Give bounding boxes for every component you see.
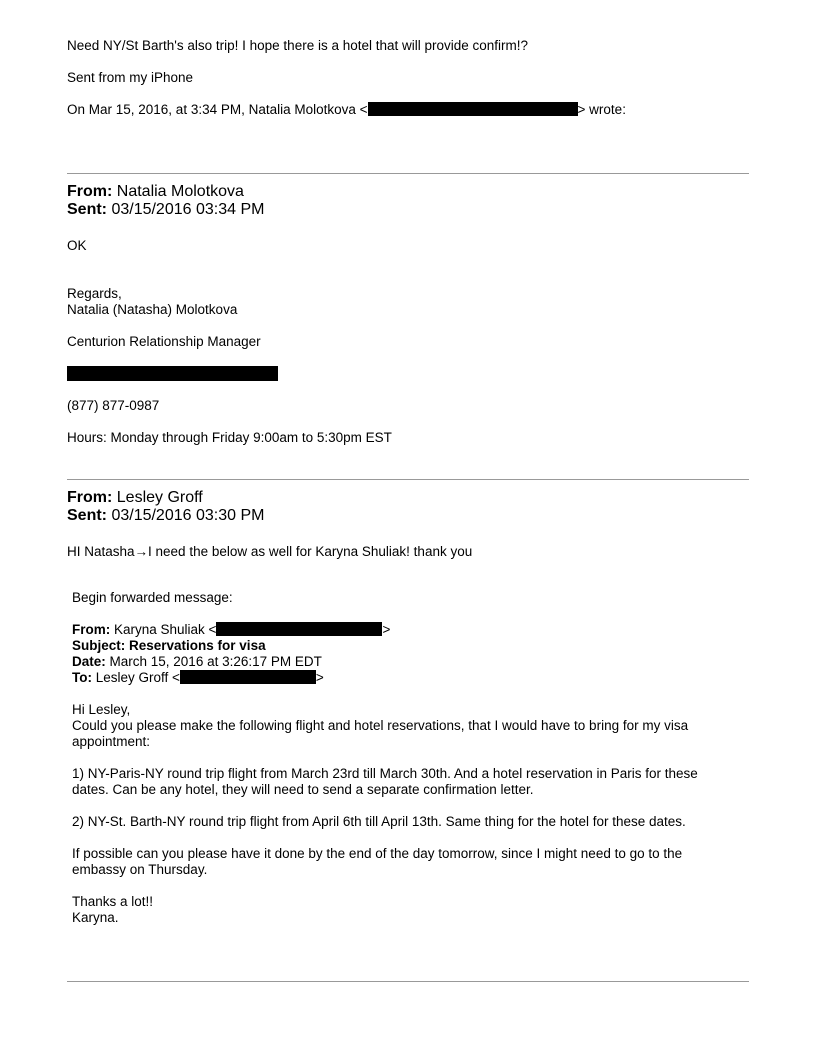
sent-label: Sent: xyxy=(67,201,107,218)
signature-phone: (877) 877-0987 xyxy=(67,398,160,413)
sent-label: Sent: xyxy=(67,507,107,524)
fwd-thanks: Thanks a lot!! xyxy=(72,894,154,909)
fwd-date-value: March 15, 2016 at 3:26:17 PM EDT xyxy=(105,654,322,669)
reply-line: Need NY/St Barth's also trip! I hope there is a hotel that will provide confirm!? xyxy=(67,38,529,53)
redaction-bar xyxy=(180,670,316,684)
divider xyxy=(67,981,749,982)
attribution-text: On Mar 15, 2016, at 3:34 PM, Natalia Molotkova < xyxy=(67,102,368,117)
sent-header xyxy=(67,201,264,219)
redaction-bar xyxy=(216,622,382,636)
redaction-bar xyxy=(368,102,578,116)
fwd-to-value: Lesley Groff < xyxy=(92,670,180,685)
sent-value: 03/15/2016 03:34 PM xyxy=(107,201,265,218)
sent-header xyxy=(67,507,264,525)
from-label: From: xyxy=(67,183,113,200)
fwd-paragraph: 1) NY-Paris-NY round trip flight from March 23rd till March 30th. And a hotel reservation in Paris for these dates. Can be any hotel, they will need to send a separate confirmation letter. xyxy=(72,766,698,797)
from-value: Lesley Groff xyxy=(112,489,203,506)
redaction-bar xyxy=(67,366,278,381)
signature-name: Natalia (Natasha) Molotkova xyxy=(67,302,238,317)
fwd-from-label: From: xyxy=(72,622,111,637)
fwd-paragraph: Could you please make the following flight and hotel reservations, that I would have to bring for my visa appointment: xyxy=(72,718,689,749)
fwd-to xyxy=(72,670,324,686)
fwd-to-suffix: > xyxy=(315,670,324,685)
fwd-paragraph: 2) NY-St. Barth-NY round trip flight from April 6th till April 13th. Same thing for the hotel for these dates. xyxy=(72,814,686,829)
fwd-date-label: Date: xyxy=(72,654,106,669)
message-body: HI Natasha→I need the below as well for Karyna Shuliak! thank you xyxy=(67,544,473,559)
fwd-from-value: Karyna Shuliak < xyxy=(110,622,217,637)
redacted-contact xyxy=(67,366,278,383)
quote-attribution xyxy=(67,102,626,118)
signature-hours: Hours: Monday through Friday 9:00am to 5:30pm EST xyxy=(67,430,392,445)
fwd-subject-label: Subject: xyxy=(72,638,126,653)
signature-title: Centurion Relationship Manager xyxy=(67,334,261,349)
fwd-signoff: Karyna. xyxy=(72,910,119,925)
fwd-date xyxy=(72,654,322,670)
forward-intro: Begin forwarded message: xyxy=(72,590,233,605)
signature-regards: Regards, xyxy=(67,286,122,301)
iphone-signature: Sent from my iPhone xyxy=(67,70,194,85)
fwd-subject xyxy=(72,638,266,654)
sent-value: 03/15/2016 03:30 PM xyxy=(107,507,265,524)
fwd-to-label: To: xyxy=(72,670,92,685)
divider xyxy=(67,479,749,480)
fwd-subject-value: Reservations for visa xyxy=(125,638,266,653)
fwd-from-suffix: > xyxy=(382,622,391,637)
from-value: Natalia Molotkova xyxy=(112,183,244,200)
fwd-greeting: Hi Lesley, xyxy=(72,702,131,717)
from-label: From: xyxy=(67,489,113,506)
from-header xyxy=(67,183,244,201)
message-body: OK xyxy=(67,238,87,253)
fwd-from xyxy=(72,622,390,638)
divider xyxy=(67,173,749,174)
attribution-suffix: > wrote: xyxy=(577,102,626,117)
fwd-paragraph: If possible can you please have it done by the end of the day tomorrow, since I might need to go to the embassy on Thursday. xyxy=(72,846,683,877)
from-header xyxy=(67,489,203,507)
